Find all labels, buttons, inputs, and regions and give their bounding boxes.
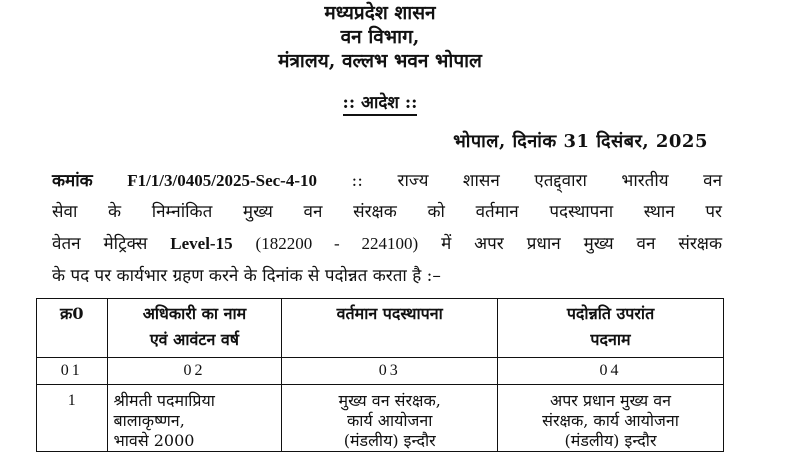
posting-line1: मुख्य वन संरक्षक, xyxy=(338,391,441,410)
promoted-line3: (मंडलीय) इन्दौर xyxy=(564,431,657,450)
row-serial: 1 xyxy=(37,385,108,452)
header-line-ministry: मंत्रालय, वल्लभ भवन भोपाल xyxy=(278,50,482,72)
body-line-1-text: :: राज्य शासन एतद्द्वारा भारतीय वन xyxy=(351,171,723,191)
column-number-2: 02 xyxy=(107,358,282,385)
column-number-4: 04 xyxy=(498,358,724,385)
promotion-table xyxy=(36,298,724,452)
promoted-line1: अपर प्रधान मुख्य वन xyxy=(549,391,672,410)
pay-range: (182200 - 224100) xyxy=(255,234,419,253)
row-current-posting xyxy=(282,385,498,452)
header-promoted-line1: पदोन्नति उपरांत xyxy=(566,304,655,323)
header-serial: क्र0 xyxy=(37,299,108,358)
date-line: भोपाल, दिनांक 31 दिसंबर, 2025 xyxy=(453,131,708,152)
header-officer-name-line1: अधिकारी का नाम xyxy=(142,304,247,323)
officer-name-line2: बालाकृष्णन, xyxy=(113,411,185,430)
header-promoted-designation xyxy=(498,299,724,358)
body-line-2: सेवा के निम्नांकित मुख्य वन संरक्षक को वर्तमान पदस्थापना स्थान पर xyxy=(52,202,722,222)
order-number: F1/1/3/0405/2025-Sec-4-10 xyxy=(127,171,318,190)
row-promoted-designation xyxy=(498,385,724,452)
order-title-text: :: आदेश :: xyxy=(343,93,418,116)
column-number-row xyxy=(37,358,724,385)
row-officer-name xyxy=(107,385,282,452)
column-number-3: 03 xyxy=(282,358,498,385)
header-officer-name-line2: एवं आवंटन वर्ष xyxy=(149,330,240,349)
body-line-4: के पद पर कार्यभार ग्रहण करने के दिनांक से पदोन्नत करता है :– xyxy=(52,266,441,286)
body-line-3-text: में अपर प्रधान मुख्य वन संरक्षक xyxy=(441,234,723,254)
column-number-1: 01 xyxy=(37,358,108,385)
order-number-prefix: कमांक xyxy=(52,171,93,190)
table-header-row xyxy=(37,299,724,358)
table-row xyxy=(37,385,724,452)
order-title xyxy=(0,90,760,113)
header-line-government: मध्यप्रदेश शासन xyxy=(324,2,436,24)
header-line-department: वन विभाग, xyxy=(340,26,420,48)
posting-line2: कार्य आयोजना xyxy=(346,411,433,430)
pay-level: Level-15 xyxy=(170,234,233,253)
officer-name-line1: श्रीमती पदमाप्रिया xyxy=(113,391,215,410)
pay-matrix-label: वेतन मेट्रिक्स xyxy=(52,234,148,254)
body-line-1 xyxy=(52,170,722,192)
header-officer-name xyxy=(107,299,282,358)
header-promoted-line2: पदनाम xyxy=(590,330,631,349)
header-current-posting: वर्तमान पदस्थापना xyxy=(282,299,498,358)
officer-name-line3: भावसे 2000 xyxy=(113,431,195,450)
promoted-line2: संरक्षक, कार्य आयोजना xyxy=(542,411,679,430)
body-line-3 xyxy=(52,233,722,255)
posting-line3: (मंडलीय) इन्दौर xyxy=(343,431,436,450)
